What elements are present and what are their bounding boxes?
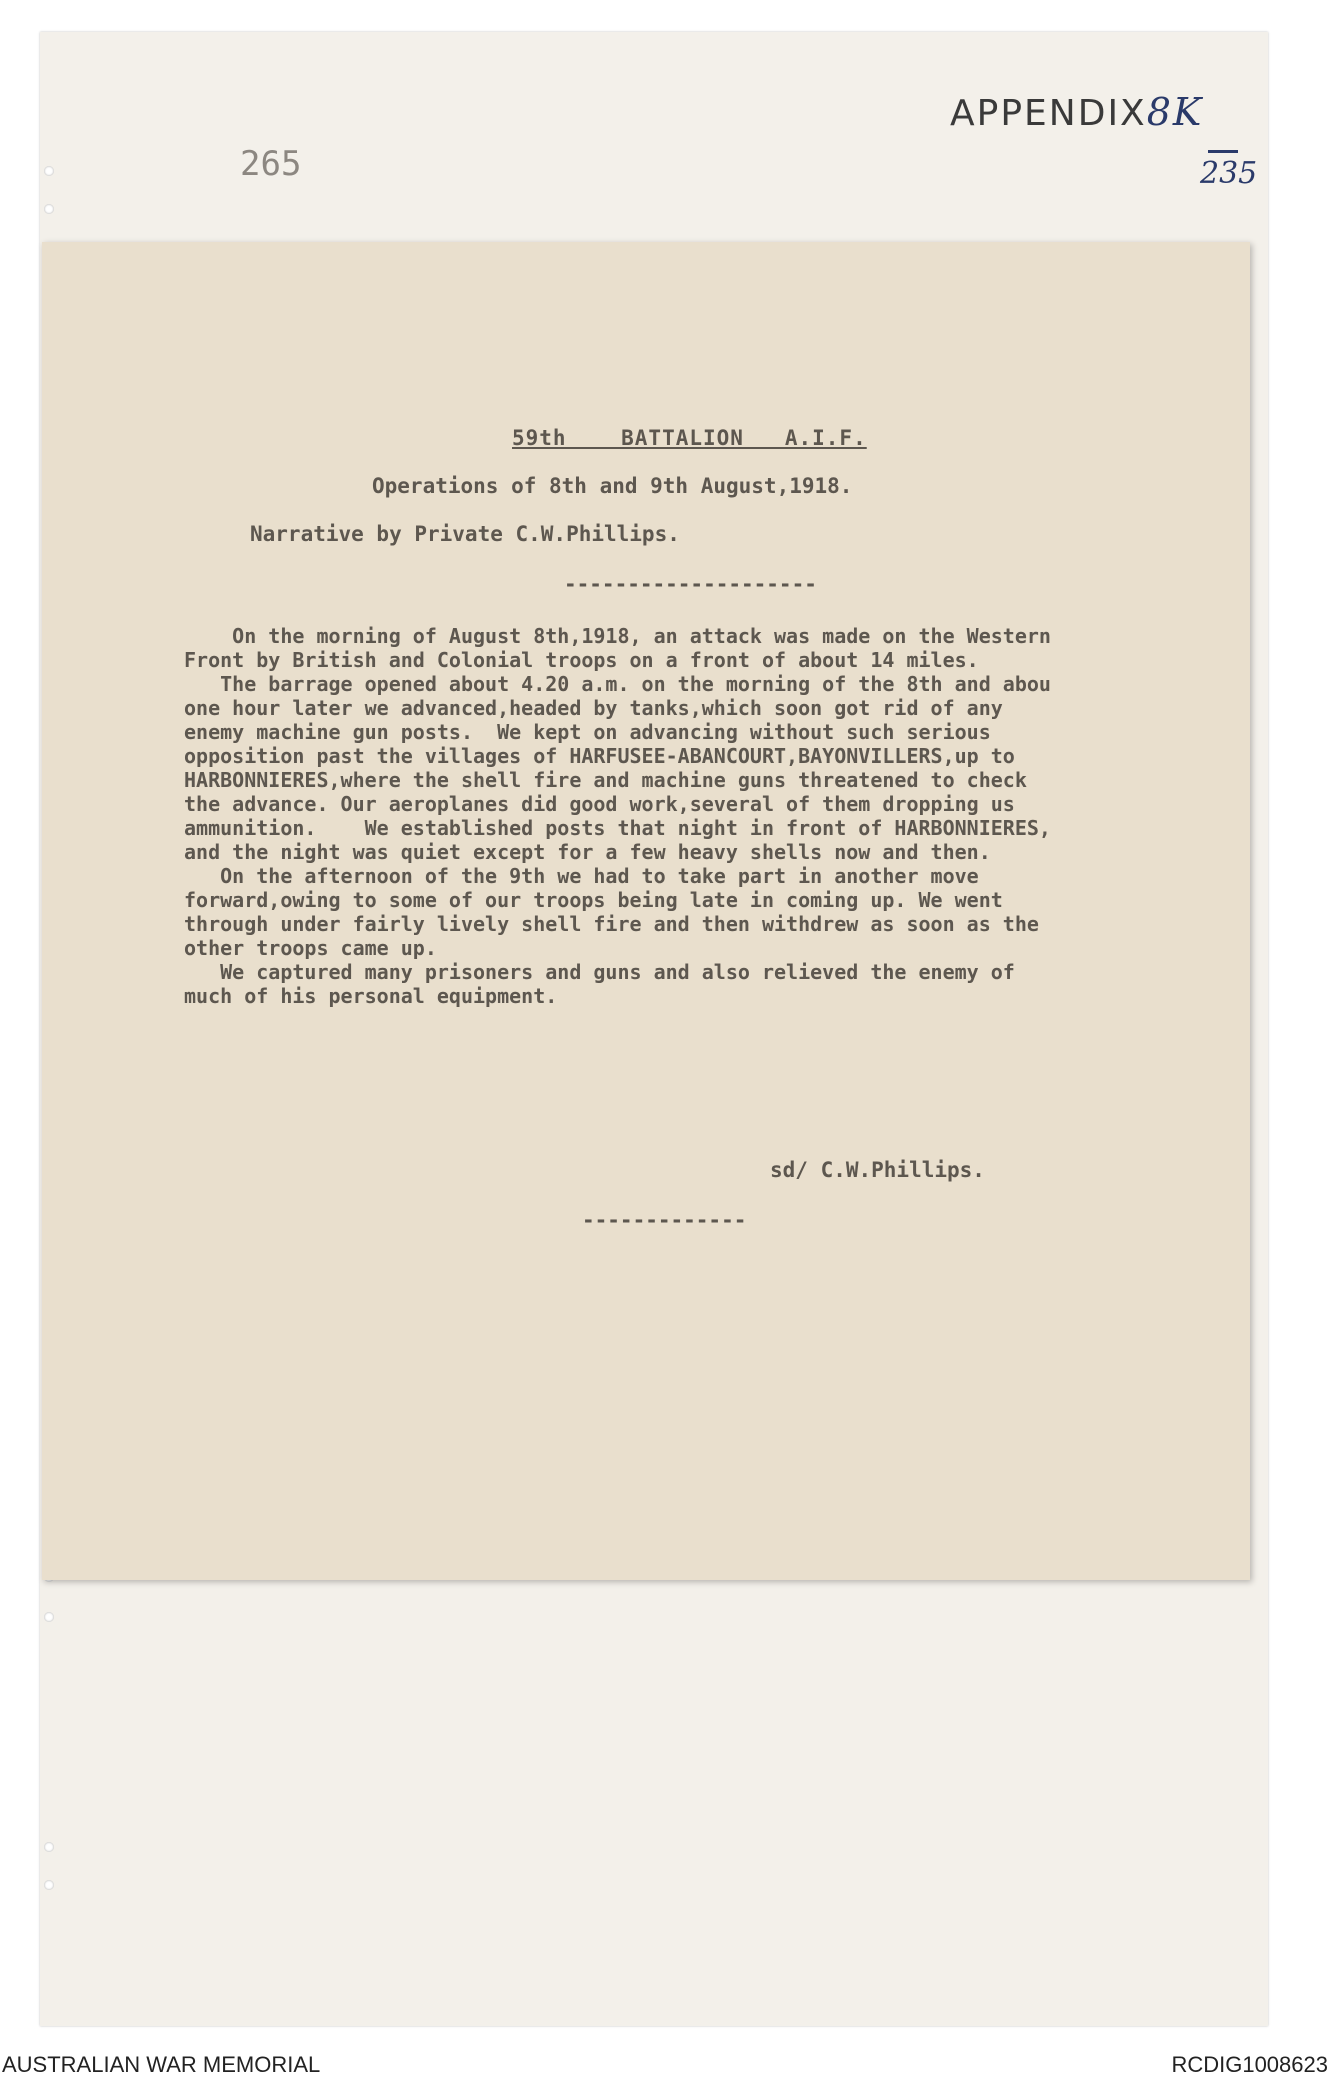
narrative-line: forward,owing to some of our troops being late in coming up. We went bbox=[184, 888, 1003, 912]
narrative-line: opposition past the villages of HARFUSEE-ABANCOURT,BAYONVILLERS,up to bbox=[184, 744, 1015, 768]
narrative-line: We captured many prisoners and guns and also relieved the enemy of bbox=[184, 960, 1015, 984]
typed-narrative-sheet bbox=[42, 242, 1250, 1580]
folio-handwritten-number: 235 bbox=[1200, 156, 1258, 191]
punch-hole bbox=[44, 1880, 54, 1890]
narrative-line: HARBONNIERES,where the shell fire and machine guns threatened to check bbox=[184, 768, 1027, 792]
narrative-line: enemy machine gun posts. We kept on advancing without such serious bbox=[184, 720, 991, 744]
document-title: 59th BATTALION A.I.F. bbox=[512, 426, 867, 450]
narrative-line: much of his personal equipment. bbox=[184, 984, 558, 1008]
archive-caption-right: RCDIG1008623 bbox=[1171, 2052, 1328, 2077]
narrative-line: ammunition. We established posts that night in front of HARBONNIERES, bbox=[184, 816, 1051, 840]
appendix-handwritten-number: 8K bbox=[1146, 90, 1204, 134]
narrative-line: other troops came up. bbox=[184, 936, 437, 960]
signature-line: sd/ C.W.Phillips. bbox=[770, 1158, 985, 1182]
appendix-stamp bbox=[950, 90, 1203, 134]
folio-underline bbox=[1208, 150, 1238, 153]
narrative-line: the advance. Our aeroplanes did good work,several of them dropping us bbox=[184, 792, 1015, 816]
punch-hole bbox=[44, 1612, 54, 1622]
document-byline: Narrative by Private C.W.Phillips. bbox=[250, 522, 680, 546]
narrative-body bbox=[184, 624, 1244, 1008]
narrative-line: Front by British and Colonial troops on a front of about 14 miles. bbox=[184, 648, 979, 672]
punch-hole bbox=[44, 204, 54, 214]
archive-caption-left: AUSTRALIAN WAR MEMORIAL bbox=[2, 2052, 321, 2077]
narrative-line: The barrage opened about 4.20 a.m. on the morning of the 8th and abou bbox=[184, 672, 1051, 696]
punch-hole bbox=[44, 1842, 54, 1852]
narrative-line: On the morning of August 8th,1918, an attack was made on the Western bbox=[184, 624, 1051, 648]
narrative-line: and the night was quiet except for a few heavy shells now and then. bbox=[184, 840, 991, 864]
document-subtitle: Operations of 8th and 9th August,1918. bbox=[372, 474, 853, 498]
page-number-stamp: 265 bbox=[240, 144, 302, 184]
separator-rule-bottom: ------------- bbox=[582, 1208, 747, 1232]
separator-rule-top: -------------------- bbox=[564, 572, 817, 596]
document-content bbox=[42, 242, 1250, 1580]
appendix-stamp-text: APPENDIX bbox=[950, 93, 1147, 134]
punch-hole bbox=[44, 166, 54, 176]
narrative-line: through under fairly lively shell fire and then withdrew as soon as the bbox=[184, 912, 1039, 936]
narrative-line: one hour later we advanced,headed by tanks,which soon got rid of any bbox=[184, 696, 1003, 720]
narrative-line: On the afternoon of the 9th we had to take part in another move bbox=[184, 864, 979, 888]
